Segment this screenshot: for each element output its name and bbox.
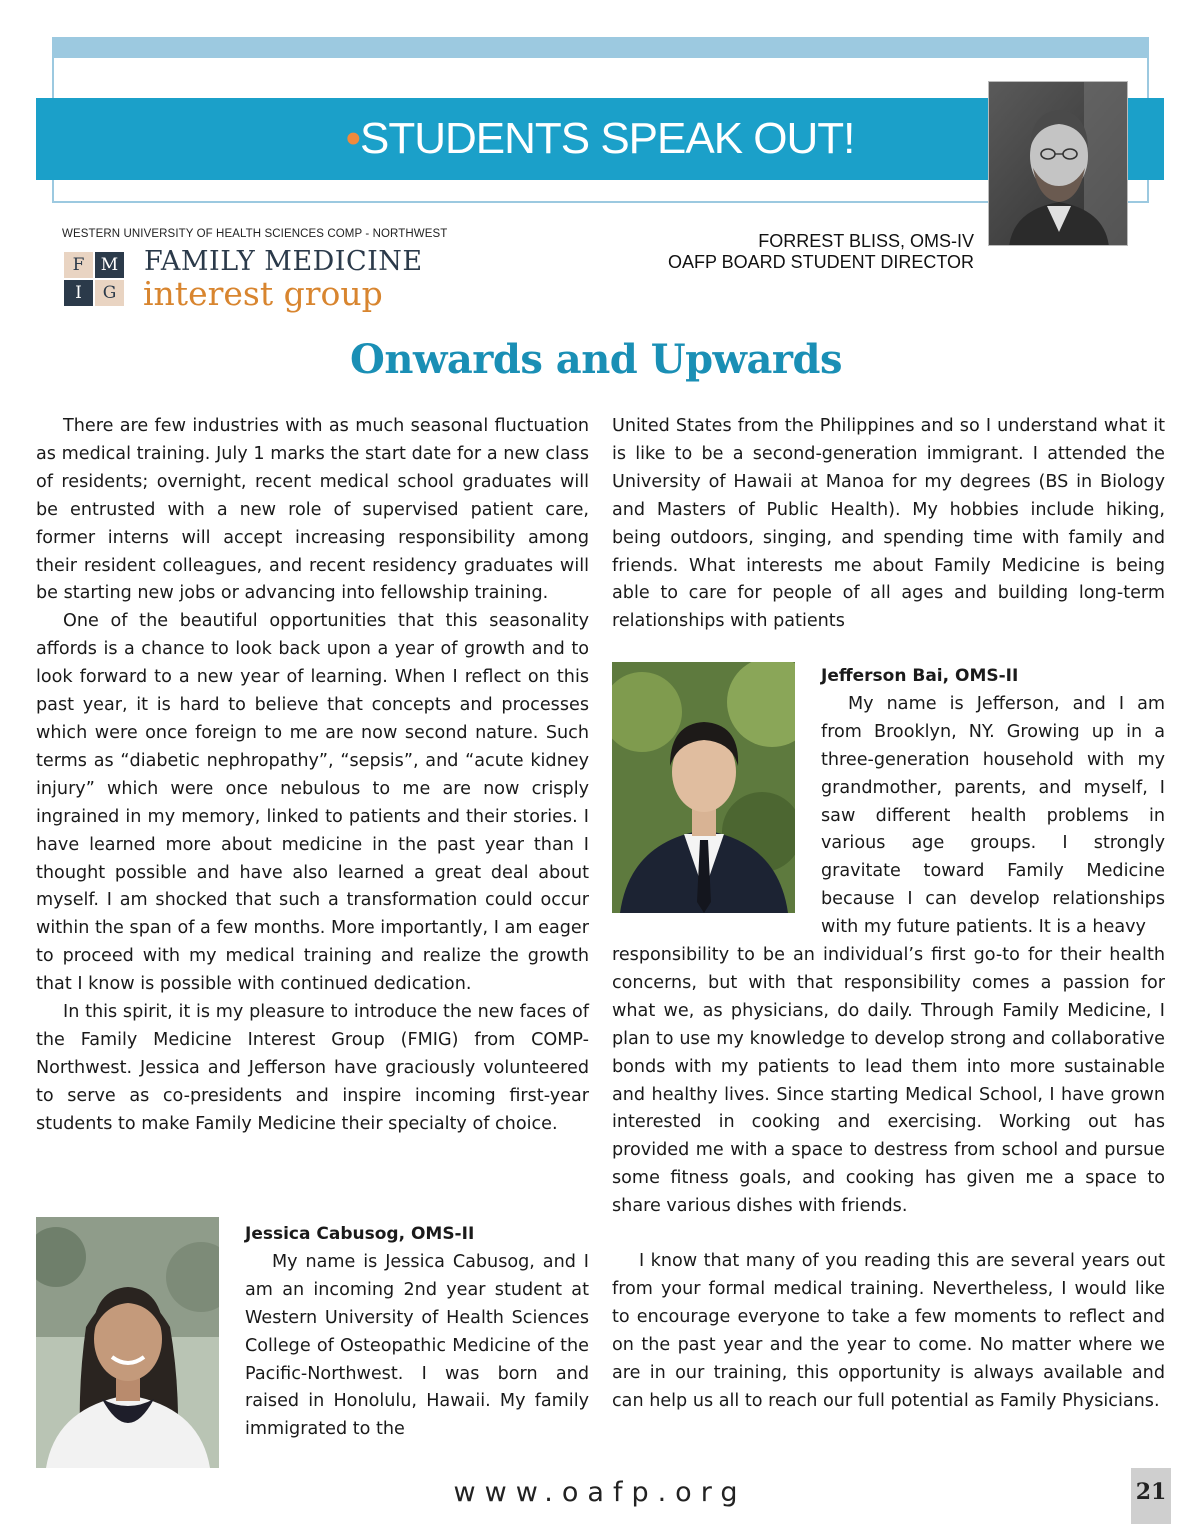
jefferson-bio-continued <box>612 942 1165 1221</box>
logo-line1: FAMILY MEDICINE <box>144 246 423 277</box>
jefferson-name: Jefferson Bai, OMS-II <box>821 666 1019 686</box>
closing-text: I know that many of you reading this are several years out from your formal medical training. Nevertheless, I would like to encourage everyone to take a few moments to reflect and on the past year and the year to come. No matter where we are in our training, this opportunity is always available and can help us all to reach our full potential as Family Physicians. <box>612 1251 1165 1411</box>
author-photo <box>988 81 1128 246</box>
jefferson-photo <box>612 662 795 913</box>
page-number: 21 <box>1131 1468 1171 1524</box>
author-name: FORREST BLISS, OMS-IV <box>758 231 974 251</box>
paragraph: There are few industries with as much seasonal fluctuation as medical training. July 1 marks the start date for a new class of residents; overnight, recent medical school graduates will be entrusted with a new role of supervised patient care, former interns will accept increasing responsibility among their resident colleagues, and recent residency graduates will be starting new jobs or advancing into fellowship training. <box>36 416 589 604</box>
left-column <box>36 413 589 1139</box>
fmig-logo <box>62 226 462 322</box>
logo-letter-grid <box>64 252 126 308</box>
jessica-text: My name is Jessica Cabusog, and I am an incoming 2nd year student at Western University of Health Sciences College of Osteopathic Medicine of the Pacific-Northwest. I was born and raised in Honolulu, Hawaii. My family immigrated to the <box>245 1251 589 1440</box>
banner-title-text: STUDENTS SPEAK OUT! <box>359 114 855 163</box>
closing-paragraph <box>612 1248 1165 1415</box>
paragraph: One of the beautiful opportunities that this seasonality affords is a chance to look back upon a year of growth and to look forward to a new year of learning. When I reflect on this past year, it is hard to believe that concepts and processes which were once foreign to me are now second nature. Such terms as “diabetic nephropathy”, “sepsis”, and “acute kidney injury” which were once nebulous to me are now crisply ingrained in my memory, linked to patients and their stories. I have learned more about medicine in the past year than I thought possible and have also learned a great deal about myself. I am shocked that such a transformation could occur within the span of a few months. More importantly, I am eager to proceed with my medical training and realize the growth that I know is possible with continued dedication. <box>36 611 589 995</box>
bullet-dot: • <box>345 114 360 163</box>
logo-letter-g: G <box>95 280 124 306</box>
logo-letter-m: M <box>95 252 124 278</box>
footer-url: www.oafp.org <box>453 1477 747 1508</box>
jefferson-bio <box>821 663 1165 942</box>
logo-line2: interest group <box>143 274 383 313</box>
logo-letter-f: F <box>64 252 93 278</box>
logo-letter-i: I <box>64 280 93 306</box>
jessica-text-continued: United States from the Philippines and so I understand what it is like to be a second-generation immigrant. I attended the University of Hawaii at Manoa for my degrees (BS in Biology and Masters of Public Health). My hobbies include hiking, being outdoors, singing, and spending time with family and friends. What interests me about Family Medicine is being able to care for people of all ages and building long-term relationships with patients <box>612 416 1165 632</box>
jessica-photo <box>36 1217 219 1468</box>
author-role: OAFP BOARD STUDENT DIRECTOR <box>667 252 974 272</box>
paragraph: In this spirit, it is my pleasure to introduce the new faces of the Family Medicine Interest Group (FMIG) from COMP-Northwest. Jessica and Jefferson have graciously volunteered to serve as co-presidents and inspire incoming first-year students to make Family Medicine their specialty of choice. <box>36 1002 589 1134</box>
author-byline <box>668 231 974 273</box>
jefferson-text: My name is Jefferson, and I am from Brooklyn, NY. Growing up in a three-generation household with my grandmother, parents, and myself, I saw different health problems in various age groups. I strongly gravitate toward Family Medicine because I can develop relationships with my future patients. It is a heavy <box>821 693 1165 938</box>
logo-org-name: WESTERN UNIVERSITY OF HEALTH SCIENCES COMP - NORTHWEST <box>62 228 448 240</box>
jessica-bio <box>245 1221 589 1444</box>
jefferson-text-continued: responsibility to be an individual’s first go-to for their health concerns, but with that responsibility comes a passion for what we, as physicians, do daily. Through Family Medicine, I plan to use my knowledge to develop strong and collaborative bonds with my patients to lead them into more sustainable and healthy lives. Since starting Medical School, I have grown interested in cooking and exercising. Working out has provided me with a space to destress from school and pursue some fitness goals, and cooking has given me a space to share various dishes with friends. <box>612 945 1165 1217</box>
right-column-top <box>612 413 1165 636</box>
jessica-name: Jessica Cabusog, OMS-II <box>245 1224 475 1244</box>
article-title: Onwards and Upwards <box>350 336 842 383</box>
